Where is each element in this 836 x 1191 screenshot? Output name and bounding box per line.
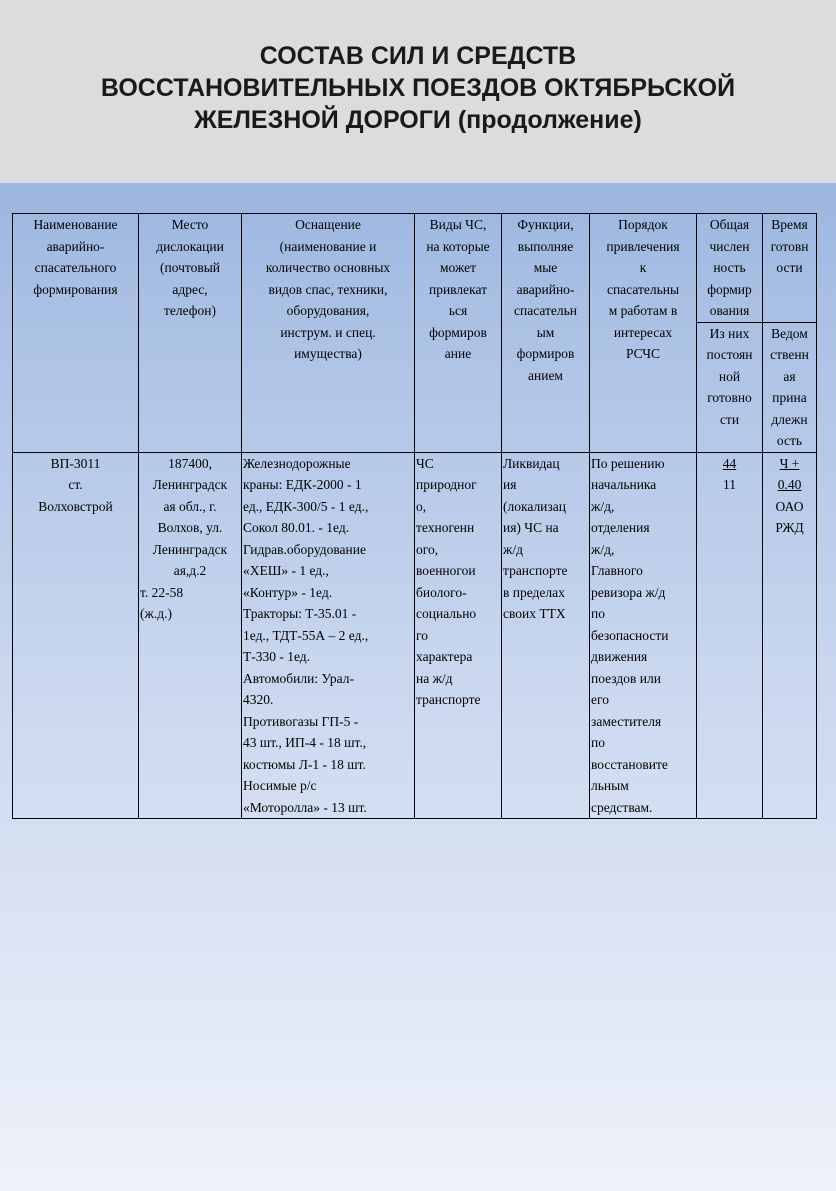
cell-line: (почтовый: [159, 260, 221, 275]
cell-line: транспорте: [503, 563, 568, 578]
cell-line: спасательн: [513, 303, 578, 318]
cell-line: транспорте: [416, 692, 481, 707]
cell-line: восстановите: [591, 756, 668, 772]
cell-line: безопасности: [591, 627, 669, 643]
title-line-3: ЖЕЛЕЗНОЙ ДОРОГИ (продолжение): [194, 106, 642, 134]
permanent-value: 11: [723, 477, 736, 492]
cell-line: ая: [783, 368, 796, 384]
cell-line: военногои: [416, 563, 476, 578]
header-functions: [502, 214, 590, 453]
cell-line: ая обл., г.: [163, 498, 217, 514]
forces-table: [12, 213, 817, 819]
cell-line: имущества): [294, 346, 362, 361]
cell-line: аварийно-: [46, 238, 105, 254]
cell-line: к: [639, 260, 647, 275]
cell-line: Железнодорожные: [243, 455, 351, 471]
cell-total: [697, 452, 763, 819]
cell-line: (ж.д.): [140, 606, 172, 621]
cell-line: Носимые р/с: [243, 778, 317, 793]
cell-line: Общая: [709, 217, 750, 232]
cell-line: костюмы Л-1 - 18 шт.: [243, 756, 366, 772]
cell-line: движения: [591, 649, 648, 664]
cell-line: ственн: [770, 347, 809, 362]
cell-line: т. 22-58: [140, 584, 184, 600]
cell-line: его: [591, 692, 609, 707]
cell-line: природног: [416, 477, 477, 492]
table-row: [13, 452, 817, 819]
title-line-2: ВОССТАНОВИТЕЛЬНЫХ ПОЕЗДОВ ОКТЯБРЬСКОЙ: [100, 74, 736, 102]
affiliation-line-2: РЖД: [775, 520, 804, 535]
header-location: [139, 214, 242, 453]
cell-line: Волховстрой: [38, 498, 113, 514]
cell-line: ВП-3011: [50, 455, 101, 471]
cell-line: инструм. и спец.: [280, 324, 376, 340]
cell-line: 187400,: [168, 455, 212, 471]
cell-line: готовно: [707, 390, 752, 405]
cell-line: 43 шт., ИП-4 - 18 шт.,: [243, 735, 367, 750]
cell-line: интересах: [613, 324, 673, 340]
cell-line: на ж/д: [416, 670, 453, 686]
cell-line: адрес,: [172, 281, 208, 297]
cell-line: Порядок: [618, 217, 668, 232]
cell-line: Т-330 - 1ед.: [243, 649, 311, 664]
cell-line: по: [591, 606, 605, 621]
cell-line: оборудования,: [286, 303, 370, 318]
cell-line: характера: [416, 649, 473, 664]
cell-functions: [502, 452, 590, 819]
readiness-line-1: Ч +: [779, 455, 800, 471]
cell-line: социально: [416, 606, 477, 621]
cell-line: ая,д.2: [173, 563, 207, 578]
cell-line: ого,: [416, 541, 439, 557]
cell-line: ж/д,: [591, 541, 615, 557]
cell-line: поездов или: [591, 670, 661, 686]
cell-line: Функции,: [517, 217, 574, 232]
cell-line: Ленинградск: [152, 477, 228, 492]
readiness-line-2: 0.40: [777, 477, 802, 492]
cell-line: анием: [528, 367, 563, 383]
cell-line: (локализац: [503, 498, 566, 514]
header-total: [697, 214, 763, 323]
cell-line: «ХЕШ» - 1 ед.,: [243, 563, 329, 578]
page-title: [0, 40, 836, 136]
cell-line: числен: [709, 238, 750, 254]
cell-line: отделения: [591, 520, 650, 535]
cell-line: количество основных: [265, 260, 391, 275]
cell-line: аварийно-: [516, 281, 575, 297]
cell-line: мые: [533, 260, 558, 275]
cell-line: видов спас, техники,: [268, 281, 388, 297]
cell-line: Время: [771, 217, 808, 232]
header-procedure: [590, 214, 697, 453]
cell-line: формиров: [516, 346, 575, 361]
cell-line: 1ед., ТДТ-55А – 2 ед.,: [243, 627, 369, 643]
cell-line: телефон): [163, 303, 216, 318]
cell-line: Виды ЧС,: [429, 217, 487, 232]
cell-line: РСЧС: [625, 346, 661, 361]
cell-line: Наименование: [33, 217, 118, 232]
cell-line: своих ТТХ: [503, 606, 566, 621]
header-affiliation: [763, 322, 817, 452]
cell-equipment: [242, 452, 415, 819]
cell-line: на которые: [426, 238, 490, 254]
cell-line: заместителя: [591, 713, 662, 729]
cell-line: привлекат: [428, 281, 488, 297]
cell-line: Главного: [591, 563, 643, 578]
cell-emergency-types: [415, 452, 502, 819]
header-equipment: [242, 214, 415, 453]
cell-procedure: [590, 452, 697, 819]
cell-line: формир: [707, 281, 752, 297]
cell-line: Ленинградск: [152, 541, 228, 557]
cell-line: ости: [776, 260, 803, 275]
cell-line: выполняе: [517, 238, 574, 254]
cell-line: ревизора ж/д: [591, 584, 666, 600]
cell-line: ание: [444, 346, 472, 361]
cell-line: «Контур» - 1ед.: [243, 584, 333, 600]
cell-line: дислокации: [156, 238, 224, 254]
cell-line: ЧС: [416, 455, 434, 471]
cell-line: спасательны: [606, 281, 680, 297]
cell-line: «Моторолла» - 13 шт.: [243, 799, 367, 815]
title-line-1: СОСТАВ СИЛ И СРЕДСТВ: [259, 42, 577, 70]
cell-line: готовн: [770, 238, 809, 254]
cell-line: ность: [713, 260, 746, 275]
cell-line: краны: ЕДК-2000 - 1: [243, 477, 362, 492]
cell-line: спасательного: [34, 260, 117, 275]
cell-line: Ведом: [771, 325, 808, 341]
cell-line: может: [440, 260, 476, 275]
total-value: 44: [722, 455, 737, 471]
cell-line: ной: [718, 368, 741, 384]
cell-line: сти: [719, 411, 740, 427]
cell-line: техногенн: [416, 520, 475, 535]
cell-line: ед., ЕДК-300/5 - 1 ед.,: [243, 498, 369, 514]
header-name: [13, 214, 139, 453]
cell-line: по: [591, 735, 605, 750]
cell-line: ым: [536, 324, 555, 340]
cell-location: [139, 452, 242, 819]
cell-line: Сокол 80.01. - 1ед.: [243, 520, 350, 535]
cell-line: ж/д: [503, 541, 523, 557]
cell-line: формирования: [33, 281, 118, 297]
cell-line: в пределах: [503, 584, 565, 600]
cell-line: Волхов, ул.: [157, 520, 223, 535]
cell-line: привлечения: [606, 238, 680, 254]
cell-line: По решению: [591, 455, 665, 471]
cell-line: ж/д,: [591, 498, 615, 514]
cell-line: постоян: [706, 347, 753, 362]
cell-line: (наименование и: [279, 238, 377, 254]
header-row-1: [13, 214, 817, 323]
cell-line: начальника: [591, 477, 657, 492]
cell-line: го: [416, 627, 428, 643]
cell-line: биолого-: [416, 584, 467, 600]
cell-readiness: [763, 452, 817, 819]
cell-line: Гидрав.оборудование: [243, 541, 366, 557]
cell-line: Автомобили: Урал-: [243, 670, 354, 686]
cell-line: ия: [503, 477, 517, 492]
title-banner: [0, 0, 836, 183]
cell-line: ость: [776, 433, 803, 448]
cell-line: Из них: [709, 325, 750, 341]
cell-line: Тракторы: Т-35.01 -: [243, 606, 357, 621]
header-emergency-types: [415, 214, 502, 453]
cell-line: ования: [709, 303, 750, 318]
cell-line: 4320.: [243, 692, 274, 707]
cell-line: Оснащение: [295, 217, 361, 232]
cell-line: Противогазы ГП-5 -: [243, 713, 359, 729]
cell-line: м работам в: [608, 303, 678, 318]
cell-name: [13, 452, 139, 819]
cell-line: Место: [171, 217, 209, 232]
affiliation-line-1: ОАО: [775, 498, 804, 514]
cell-line: формиров: [429, 324, 487, 340]
cell-line: о,: [416, 498, 427, 514]
header-of-them: [697, 322, 763, 452]
cell-line: длежн: [771, 411, 808, 427]
cell-line: прина: [772, 390, 807, 405]
cell-line: средствам.: [591, 799, 653, 815]
cell-line: льным: [591, 778, 629, 793]
cell-line: Ликвидац: [503, 455, 560, 471]
header-readiness: [763, 214, 817, 323]
cell-line: ься: [448, 303, 468, 318]
cell-line: ия) ЧС на: [503, 520, 559, 535]
cell-line: ст.: [68, 477, 83, 492]
